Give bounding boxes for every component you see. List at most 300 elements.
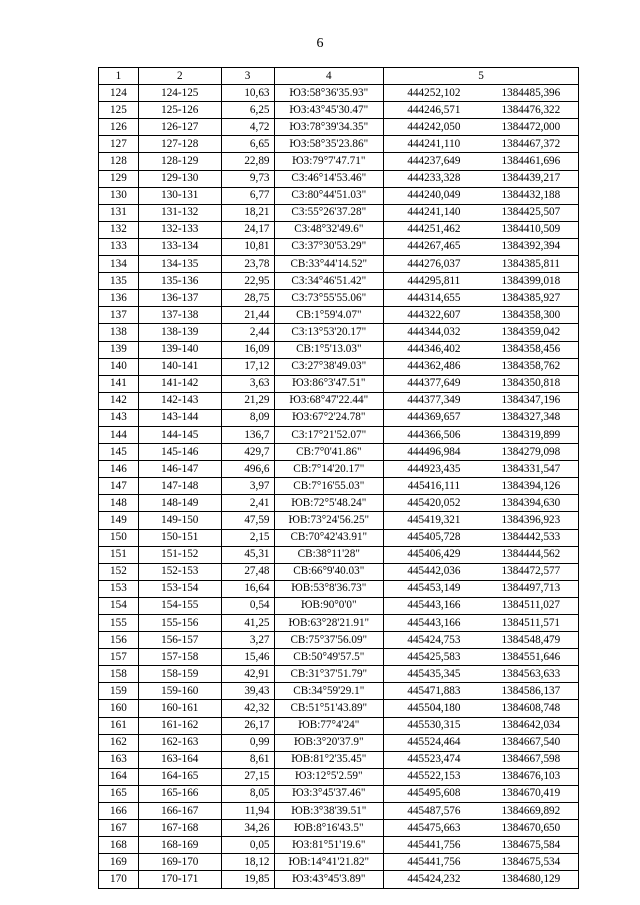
point-number-cell: 151 [99,546,139,563]
point-number-cell: 132 [99,221,139,238]
y-coordinate-cell: 1384331,547 [484,461,579,478]
length-cell: 16,09 [221,341,274,358]
direction-cell: ЮЗ:86°3'47.51" [274,375,384,392]
x-coordinate-cell: 445443,166 [384,597,484,614]
y-coordinate-cell: 1384432,188 [484,187,579,204]
x-coordinate-cell: 445405,728 [384,529,484,546]
direction-cell: ЮЗ:79°7'47.71" [274,153,384,170]
length-cell: 6,65 [221,136,274,153]
point-number-cell: 167 [99,820,139,837]
y-coordinate-cell: 1384485,396 [484,85,579,102]
x-coordinate-cell: 444344,032 [384,324,484,341]
segment-cell: 155-156 [138,615,221,632]
length-cell: 8,05 [221,785,274,802]
table-row [99,204,579,221]
x-coordinate-cell: 444242,050 [384,119,484,136]
segment-cell: 147-148 [138,478,221,495]
point-number-cell: 169 [99,854,139,871]
y-coordinate-cell: 1384667,540 [484,734,579,751]
segment-cell: 153-154 [138,580,221,597]
direction-cell: СЗ:34°46'51.42" [274,273,384,290]
table-row [99,854,579,871]
direction-cell: ЮЗ:43°45'3.89" [274,871,384,888]
x-coordinate-cell: 445524,464 [384,734,484,751]
direction-cell: ЮВ:77°4'24" [274,717,384,734]
segment-cell: 138-139 [138,324,221,341]
x-coordinate-cell: 444362,486 [384,358,484,375]
x-coordinate-cell: 445419,321 [384,512,484,529]
x-coordinate-cell: 444276,037 [384,256,484,273]
length-cell: 6,77 [221,187,274,204]
y-coordinate-cell: 1384497,713 [484,580,579,597]
segment-cell: 161-162 [138,717,221,734]
y-coordinate-cell: 1384511,571 [484,615,579,632]
point-number-cell: 127 [99,136,139,153]
direction-cell: ЮЗ:12°5'2.59" [274,768,384,785]
y-coordinate-cell: 1384358,300 [484,307,579,324]
table-row [99,256,579,273]
point-number-cell: 143 [99,409,139,426]
direction-cell: СВ:51°51'43.89" [274,700,384,717]
point-number-cell: 170 [99,871,139,888]
direction-cell: ЮЗ:43°45'30.47" [274,102,384,119]
table-row [99,751,579,768]
segment-cell: 150-151 [138,529,221,546]
direction-cell: ЮВ:8°16'43.5" [274,820,384,837]
table-row [99,495,579,512]
point-number-cell: 129 [99,170,139,187]
segment-cell: 133-134 [138,238,221,255]
segment-cell: 137-138 [138,307,221,324]
point-number-cell: 166 [99,803,139,820]
direction-cell: СВ:7°0'41.86" [274,444,384,461]
x-coordinate-cell: 445441,756 [384,854,484,871]
y-coordinate-cell: 1384319,899 [484,426,579,443]
length-cell: 10,63 [221,85,274,102]
segment-cell: 144-145 [138,426,221,443]
table-row [99,187,579,204]
point-number-cell: 160 [99,700,139,717]
direction-cell: СВ:75°37'56.09" [274,632,384,649]
x-coordinate-cell: 445442,036 [384,563,484,580]
direction-cell: ЮВ:3°38'39.51" [274,803,384,820]
y-coordinate-cell: 1384399,018 [484,273,579,290]
x-coordinate-cell: 445453,149 [384,580,484,597]
table-row [99,666,579,683]
y-coordinate-cell: 1384670,650 [484,820,579,837]
point-number-cell: 165 [99,785,139,802]
x-coordinate-cell: 444252,102 [384,85,484,102]
direction-cell: ЮВ:53°8'36.73" [274,580,384,597]
length-cell: 15,46 [221,649,274,666]
x-coordinate-cell: 444246,571 [384,102,484,119]
length-cell: 136,7 [221,426,274,443]
segment-cell: 169-170 [138,854,221,871]
table-row [99,307,579,324]
direction-cell: ЮВ:14°41'21.82" [274,854,384,871]
segment-cell: 166-167 [138,803,221,820]
y-coordinate-cell: 1384467,372 [484,136,579,153]
y-coordinate-cell: 1384279,098 [484,444,579,461]
segment-cell: 129-130 [138,170,221,187]
y-coordinate-cell: 1384608,748 [484,700,579,717]
y-coordinate-cell: 1384472,000 [484,119,579,136]
x-coordinate-cell: 444346,402 [384,341,484,358]
point-number-cell: 128 [99,153,139,170]
page-number: 6 [316,36,324,51]
segment-cell: 170-171 [138,871,221,888]
point-number-cell: 125 [99,102,139,119]
direction-cell: СЗ:80°44'51.03" [274,187,384,204]
x-coordinate-cell: 445495,608 [384,785,484,802]
x-coordinate-cell: 444377,649 [384,375,484,392]
direction-cell: СВ:31°37'51.79" [274,666,384,683]
length-cell: 16,64 [221,580,274,597]
table-row [99,375,579,392]
length-cell: 21,44 [221,307,274,324]
table-row [99,119,579,136]
point-number-cell: 137 [99,307,139,324]
table-row [99,512,579,529]
segment-cell: 131-132 [138,204,221,221]
table-row [99,136,579,153]
direction-cell: СЗ:48°32'49.6" [274,221,384,238]
length-cell: 11,94 [221,803,274,820]
y-coordinate-cell: 1384358,456 [484,341,579,358]
point-number-cell: 146 [99,461,139,478]
length-cell: 22,95 [221,273,274,290]
point-number-cell: 161 [99,717,139,734]
segment-cell: 134-135 [138,256,221,273]
y-coordinate-cell: 1384444,562 [484,546,579,563]
point-number-cell: 136 [99,290,139,307]
table-row [99,837,579,854]
length-cell: 41,25 [221,615,274,632]
y-coordinate-cell: 1384358,762 [484,358,579,375]
length-cell: 2,41 [221,495,274,512]
segment-cell: 139-140 [138,341,221,358]
direction-cell: ЮЗ:68°47'22.44" [274,392,384,409]
y-coordinate-cell: 1384563,633 [484,666,579,683]
length-cell: 45,31 [221,546,274,563]
length-cell: 3,97 [221,478,274,495]
table-row [99,273,579,290]
point-number-cell: 162 [99,734,139,751]
table-row [99,871,579,888]
length-cell: 22,89 [221,153,274,170]
length-cell: 23,78 [221,256,274,273]
x-coordinate-cell: 445504,180 [384,700,484,717]
table-row [99,290,579,307]
x-coordinate-cell: 444241,140 [384,204,484,221]
segment-cell: 130-131 [138,187,221,204]
table-row [99,341,579,358]
length-cell: 34,26 [221,820,274,837]
x-coordinate-cell: 445530,315 [384,717,484,734]
length-cell: 3,63 [221,375,274,392]
y-coordinate-cell: 1384327,348 [484,409,579,426]
x-coordinate-cell: 445522,153 [384,768,484,785]
direction-cell: СЗ:37°30'53.29" [274,238,384,255]
x-coordinate-cell: 445424,753 [384,632,484,649]
length-cell: 42,91 [221,666,274,683]
x-coordinate-cell: 445425,583 [384,649,484,666]
segment-cell: 132-133 [138,221,221,238]
table-row [99,803,579,820]
y-coordinate-cell: 1384675,534 [484,854,579,871]
length-cell: 18,21 [221,204,274,221]
direction-cell: ЮЗ:78°39'34.35" [274,119,384,136]
point-number-cell: 152 [99,563,139,580]
segment-cell: 146-147 [138,461,221,478]
length-cell: 27,48 [221,563,274,580]
direction-cell: ЮВ:63°28'21.91" [274,615,384,632]
x-coordinate-cell: 444923,435 [384,461,484,478]
point-number-cell: 139 [99,341,139,358]
direction-cell: СВ:66°9'40.03" [274,563,384,580]
segment-cell: 162-163 [138,734,221,751]
table-row [99,102,579,119]
point-number-cell: 144 [99,426,139,443]
point-number-cell: 147 [99,478,139,495]
x-coordinate-cell: 445435,345 [384,666,484,683]
segment-cell: 141-142 [138,375,221,392]
direction-cell: СЗ:13°53'20.17" [274,324,384,341]
table-row [99,221,579,238]
x-coordinate-cell: 445420,052 [384,495,484,512]
direction-cell: ЮЗ:81°51'19.6" [274,837,384,854]
y-coordinate-cell: 1384442,533 [484,529,579,546]
y-coordinate-cell: 1384669,892 [484,803,579,820]
y-coordinate-cell: 1384396,923 [484,512,579,529]
point-number-cell: 148 [99,495,139,512]
direction-cell: ЮВ:72°5'48.24" [274,495,384,512]
length-cell: 3,27 [221,632,274,649]
segment-cell: 124-125 [138,85,221,102]
x-coordinate-cell: 444366,506 [384,426,484,443]
x-coordinate-cell: 445424,232 [384,871,484,888]
point-number-cell: 156 [99,632,139,649]
table-row [99,461,579,478]
length-cell: 28,75 [221,290,274,307]
y-coordinate-cell: 1384392,394 [484,238,579,255]
y-coordinate-cell: 1384347,196 [484,392,579,409]
segment-cell: 142-143 [138,392,221,409]
segment-cell: 163-164 [138,751,221,768]
y-coordinate-cell: 1384680,129 [484,871,579,888]
point-number-cell: 131 [99,204,139,221]
length-cell: 17,12 [221,358,274,375]
segment-cell: 167-168 [138,820,221,837]
segment-cell: 156-157 [138,632,221,649]
y-coordinate-cell: 1384350,818 [484,375,579,392]
x-coordinate-cell: 445416,111 [384,478,484,495]
direction-cell: ЮВ:81°2'35.45" [274,751,384,768]
point-number-cell: 133 [99,238,139,255]
point-number-cell: 145 [99,444,139,461]
x-coordinate-cell: 444240,049 [384,187,484,204]
y-coordinate-cell: 1384410,509 [484,221,579,238]
y-coordinate-cell: 1384394,126 [484,478,579,495]
length-cell: 0,54 [221,597,274,614]
x-coordinate-cell: 444241,110 [384,136,484,153]
table-row [99,717,579,734]
table-row [99,153,579,170]
segment-cell: 125-126 [138,102,221,119]
segment-cell: 151-152 [138,546,221,563]
column-header-3: 3 [221,68,274,85]
point-number-cell: 157 [99,649,139,666]
x-coordinate-cell: 445475,663 [384,820,484,837]
y-coordinate-cell: 1384425,507 [484,204,579,221]
table-row [99,683,579,700]
x-coordinate-cell: 444322,607 [384,307,484,324]
column-header-4: 4 [274,68,384,85]
point-number-cell: 153 [99,580,139,597]
direction-cell: СЗ:17°21'52.07" [274,426,384,443]
point-number-cell: 150 [99,529,139,546]
direction-cell: СЗ:46°14'53.46" [274,170,384,187]
table-row [99,632,579,649]
table-row [99,170,579,187]
length-cell: 39,43 [221,683,274,700]
direction-cell: СВ:1°59'4.07" [274,307,384,324]
direction-cell: СВ:7°14'20.17" [274,461,384,478]
length-cell: 6,25 [221,102,274,119]
segment-cell: 126-127 [138,119,221,136]
coordinates-table [98,67,579,889]
length-cell: 19,85 [221,871,274,888]
segment-cell: 168-169 [138,837,221,854]
x-coordinate-cell: 444377,349 [384,392,484,409]
direction-cell: ЮЗ:58°36'35.93" [274,85,384,102]
segment-cell: 164-165 [138,768,221,785]
point-number-cell: 130 [99,187,139,204]
length-cell: 2,15 [221,529,274,546]
point-number-cell: 168 [99,837,139,854]
point-number-cell: 154 [99,597,139,614]
segment-cell: 140-141 [138,358,221,375]
direction-cell: ЮЗ:3°45'37.46" [274,785,384,802]
direction-cell: СЗ:55°26'37.28" [274,204,384,221]
length-cell: 47,59 [221,512,274,529]
point-number-cell: 159 [99,683,139,700]
point-number-cell: 142 [99,392,139,409]
segment-cell: 165-166 [138,785,221,802]
y-coordinate-cell: 1384385,811 [484,256,579,273]
y-coordinate-cell: 1384511,027 [484,597,579,614]
column-header-2: 2 [138,68,221,85]
segment-cell: 143-144 [138,409,221,426]
table-row [99,85,579,102]
point-number-cell: 138 [99,324,139,341]
x-coordinate-cell: 445406,429 [384,546,484,563]
point-number-cell: 163 [99,751,139,768]
length-cell: 8,61 [221,751,274,768]
direction-cell: СВ:34°59'29.1" [274,683,384,700]
direction-cell: ЮЗ:67°2'24.78" [274,409,384,426]
length-cell: 496,6 [221,461,274,478]
y-coordinate-cell: 1384385,927 [484,290,579,307]
table-row [99,546,579,563]
x-coordinate-cell: 444369,657 [384,409,484,426]
direction-cell: СЗ:73°55'55.06" [274,290,384,307]
x-coordinate-cell: 445487,576 [384,803,484,820]
x-coordinate-cell: 444237,649 [384,153,484,170]
length-cell: 0,99 [221,734,274,751]
x-coordinate-cell: 444295,811 [384,273,484,290]
point-number-cell: 140 [99,358,139,375]
segment-cell: 148-149 [138,495,221,512]
table-row [99,324,579,341]
y-coordinate-cell: 1384551,646 [484,649,579,666]
direction-cell: СВ:7°16'55.03" [274,478,384,495]
y-coordinate-cell: 1384675,584 [484,837,579,854]
segment-cell: 128-129 [138,153,221,170]
x-coordinate-cell: 445443,166 [384,615,484,632]
y-coordinate-cell: 1384472,577 [484,563,579,580]
length-cell: 9,73 [221,170,274,187]
table-row [99,563,579,580]
table-row [99,392,579,409]
direction-cell: СВ:50°49'57.5" [274,649,384,666]
y-coordinate-cell: 1384476,322 [484,102,579,119]
direction-cell: СВ:70°42'43.91" [274,529,384,546]
table-row [99,615,579,632]
table-row [99,478,579,495]
y-coordinate-cell: 1384586,137 [484,683,579,700]
direction-cell: ЮВ:73°24'56.25" [274,512,384,529]
point-number-cell: 164 [99,768,139,785]
y-coordinate-cell: 1384667,598 [484,751,579,768]
point-number-cell: 135 [99,273,139,290]
y-coordinate-cell: 1384439,217 [484,170,579,187]
y-coordinate-cell: 1384394,630 [484,495,579,512]
x-coordinate-cell: 445471,883 [384,683,484,700]
x-coordinate-cell: 445523,474 [384,751,484,768]
length-cell: 26,17 [221,717,274,734]
x-coordinate-cell: 444314,655 [384,290,484,307]
length-cell: 429,7 [221,444,274,461]
segment-cell: 127-128 [138,136,221,153]
table-header-row [99,68,579,85]
segment-cell: 158-159 [138,666,221,683]
y-coordinate-cell: 1384676,103 [484,768,579,785]
y-coordinate-cell: 1384461,696 [484,153,579,170]
segment-cell: 145-146 [138,444,221,461]
x-coordinate-cell: 444251,462 [384,221,484,238]
table-row [99,580,579,597]
point-number-cell: 134 [99,256,139,273]
direction-cell: СВ:1°5'13.03" [274,341,384,358]
point-number-cell: 124 [99,85,139,102]
length-cell: 18,12 [221,854,274,871]
column-header-1: 1 [99,68,139,85]
point-number-cell: 155 [99,615,139,632]
point-number-cell: 149 [99,512,139,529]
table-row [99,820,579,837]
segment-cell: 135-136 [138,273,221,290]
table-row [99,785,579,802]
length-cell: 2,44 [221,324,274,341]
length-cell: 27,15 [221,768,274,785]
y-coordinate-cell: 1384548,479 [484,632,579,649]
direction-cell: СВ:38°11'28" [274,546,384,563]
direction-cell: СЗ:27°38'49.03" [274,358,384,375]
length-cell: 42,32 [221,700,274,717]
segment-cell: 159-160 [138,683,221,700]
length-cell: 24,17 [221,221,274,238]
